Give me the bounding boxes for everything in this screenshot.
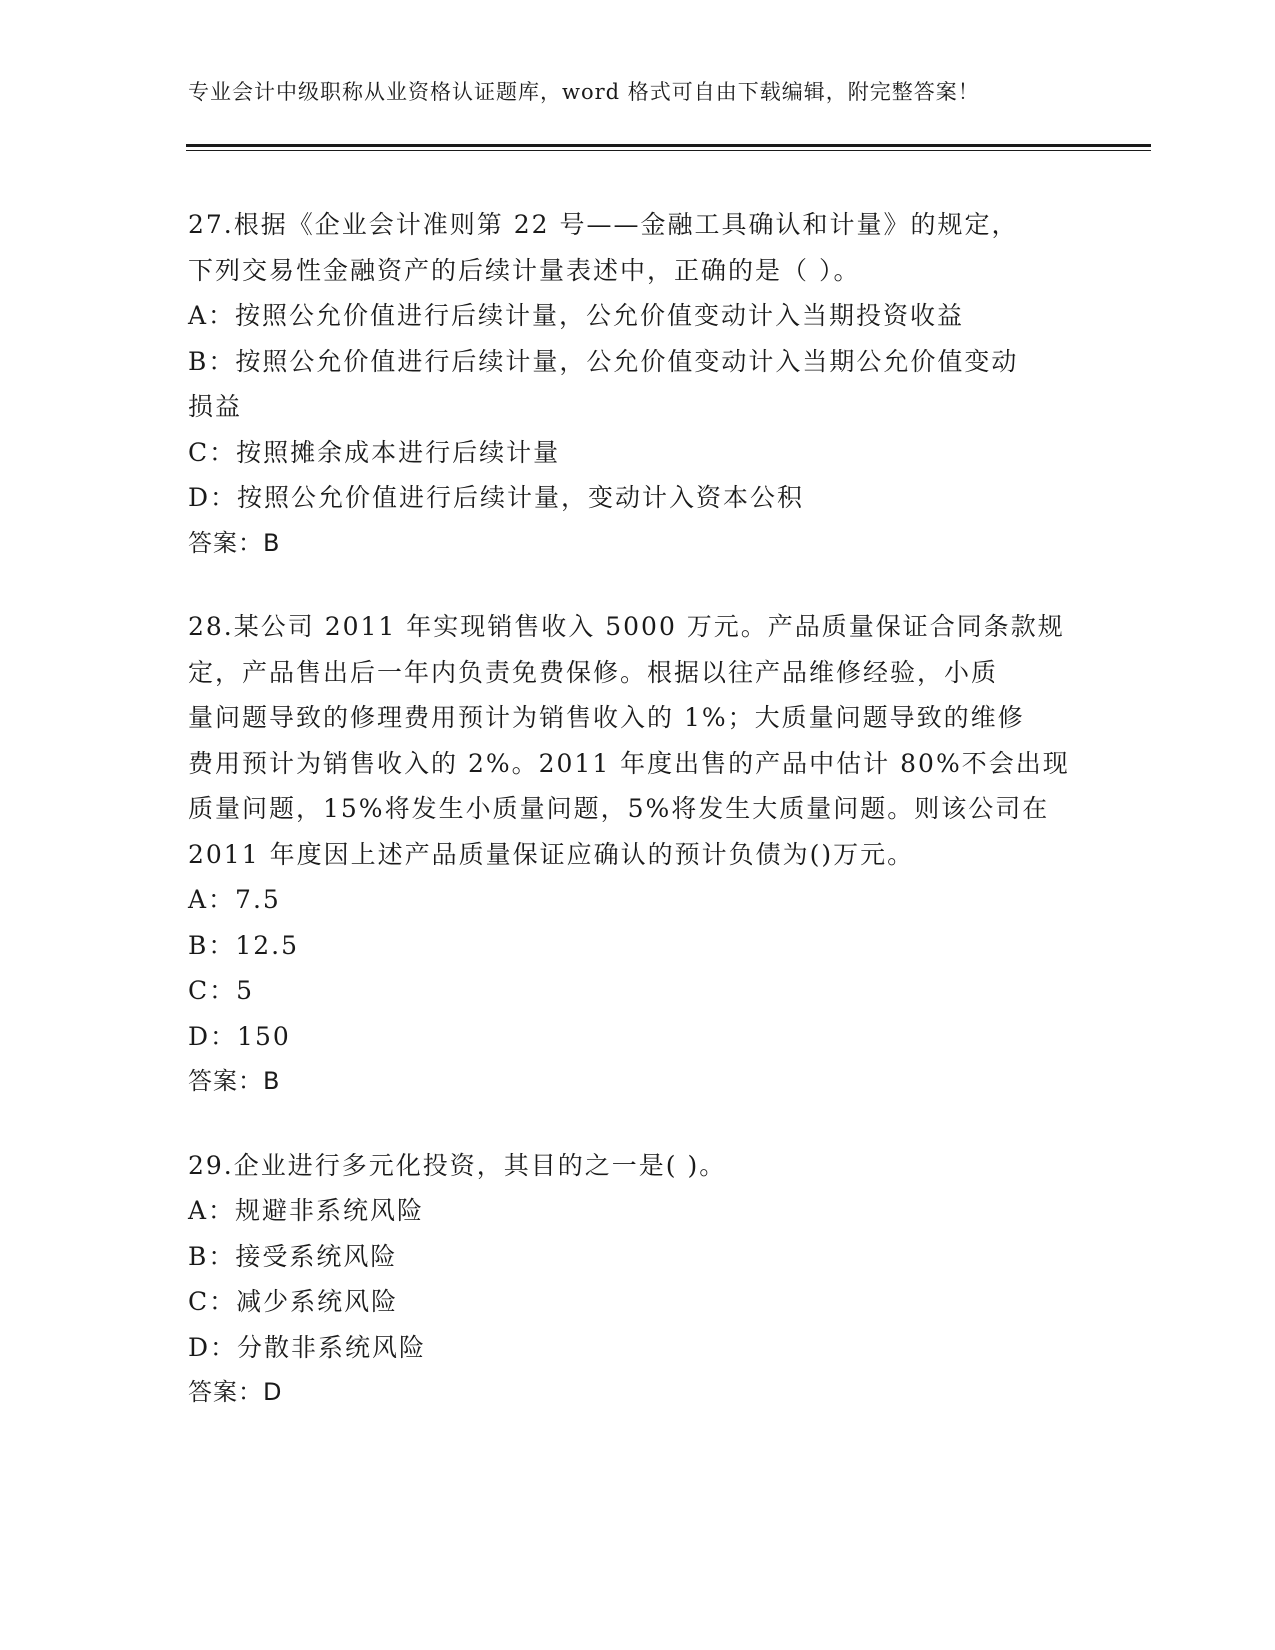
option-c: C：减少系统风险 [188,1287,399,1316]
answer: 答案：B [188,1067,281,1095]
option-a: A：规避非系统风险 [188,1196,425,1225]
question-text-line: 量问题导致的修理费用预计为销售收入的 1%；大质量问题导致的维修 [188,703,1025,732]
option-b-continued: 损益 [188,392,243,421]
option-b: B：12.5 [188,930,300,960]
question-29 [188,1143,1068,1416]
question-text-line: 28.某公司 2011 年实现销售收入 5000 万元。产品质量保证合同条款规 [188,612,1065,641]
option-a: A：按照公允价值进行后续计量，公允价值变动计入当期投资收益 [188,301,965,330]
option-d: D：150 [188,1021,291,1051]
page-header: 专业会计中级职称从业资格认证题库，word 格式可自由下载编辑，附完整答案！ [188,80,980,104]
question-text-line: 29.企业进行多元化投资，其目的之一是( )。 [188,1150,727,1180]
option-d: D：分散非系统风险 [188,1332,427,1362]
question-27 [188,202,1068,566]
answer: 答案：D [188,1378,283,1406]
option-a: A：7.5 [188,885,281,914]
question-text-line: 定，产品售出后一年内负责免费保修。根据以往产品维修经验，小质 [188,657,999,687]
question-text-line: 2011 年度因上述产品质量保证应确认的预计负债为()万元。 [188,839,915,869]
answer: 答案：B [188,528,281,557]
question-text-line: 费用预计为销售收入的 2%。2011 年度出售的产品中估计 80%不会出现 [188,748,1070,778]
option-c: C：5 [188,976,255,1005]
option-c: C：按照摊余成本进行后续计量 [188,437,561,467]
question-text-line: 质量问题，15%将发生小质量问题，5%将发生大质量问题。则该公司在 [188,794,1050,823]
question-text-line: 27.根据《企业会计准则第 22 号——金融工具确认和计量》的规定， [188,210,1019,239]
option-d: D：按照公允价值进行后续计量，变动计入资本公积 [188,483,805,512]
option-b: B：接受系统风险 [188,1241,398,1271]
option-b: B：按照公允价值进行后续计量，公允价值变动计入当期公允价值变动 [188,346,1019,376]
header-rule-thin [186,150,1151,151]
header-rule-thick [186,144,1151,147]
question-text-line: 下列交易性金融资产的后续计量表述中，正确的是（ ）。 [188,255,861,285]
question-list [188,202,1068,1454]
question-28 [188,604,1068,1105]
